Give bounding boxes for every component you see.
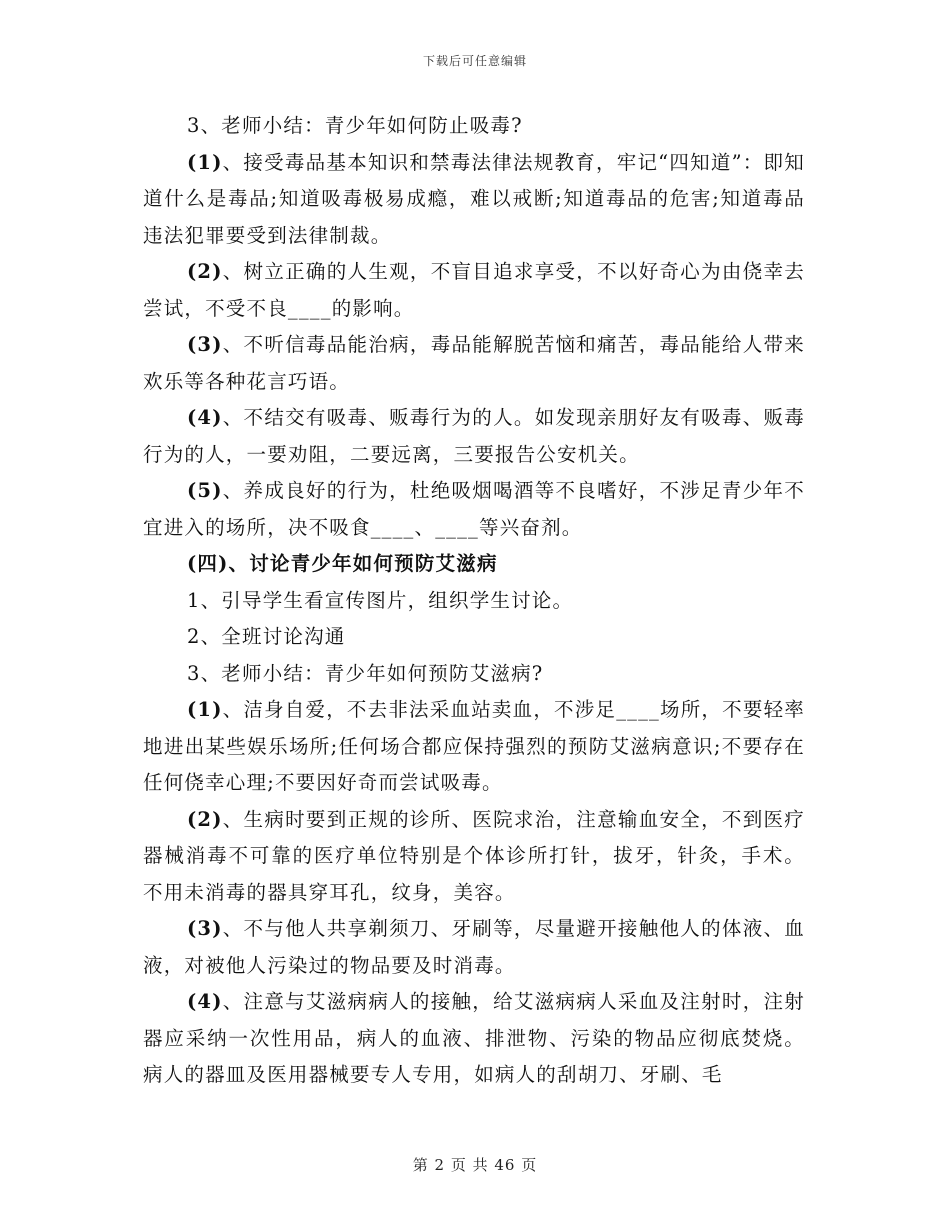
page-header: 下载后可任意编辑 [422,54,527,68]
item-number: (2) [187,260,223,283]
item-number: (5) [187,479,223,502]
item-number: (2) [187,807,223,831]
item-number: (3) [187,917,223,940]
paragraph-text: 、不结交有吸毒、贩毒行为的人。如发现亲朋好友有吸毒、贩毒行为的人，一要劝阻，二要远离，三要报告公安机关。 [143,406,805,466]
paragraph-step-1 [143,583,805,620]
paragraph-text: 、生病时要到正规的诊所、医院求治，注意输血安全，不到医疗器械消毒不可靠的医疗单位特别是个体诊所打针，拔牙，针灸，手术。不用未消毒的器具穿耳孔，纹身，美容。 [143,807,805,904]
paragraph-text: 、注意与艾滋病病人的接触，给艾滋病病人采血及注射时，注射器应采纳一次性用品，病人的血液、排泄物、污染的物品应彻底焚烧。病人的器皿及医用器械要专人专用，如病人的刮胡刀、牙刷、毛 [143,990,805,1086]
paragraph-text: 、接受毒品基本知识和禁毒法律法规教育，牢记“四知道”：即知道什么是毒品;知道吸毒极易成瘾，难以戒断;知道毒品的危害;知道毒品违法犯罪要受到法律制裁。 [143,150,805,247]
paragraph-aids-item-2 [143,802,805,912]
paragraph-text: 、树立正确的人生观，不盲目追求享受，不以好奇心为由侥幸去尝试，不受不良____的影响。 [143,260,805,320]
paragraph-drugs-item-2 [143,254,805,327]
paragraph-text: 1、引导学生看宣传图片，组织学生讨论。 [187,588,574,612]
paragraph-step-2 [143,619,805,656]
paragraph-text: 、不与他人共享剃须刀、牙刷等，尽量避开接触他人的体液、血液，对被他人污染过的物品要及时消毒。 [143,917,805,977]
item-number: (3) [187,333,223,356]
paragraph-text: 3、老师小结：青少年如何防止吸毒? [187,114,523,137]
section-heading-aids [143,546,805,583]
paragraph-aids-item-3 [143,911,805,984]
paragraph-text: 2、全班讨论沟通 [187,625,346,648]
item-number: (1) [187,150,223,174]
paragraph-text: 3、老师小结：青少年如何预防艾滋病? [187,661,544,685]
page-footer: 第 2 页 共 46 页 [412,1156,538,1174]
item-number: (1) [187,698,223,721]
paragraph-drugs-item-1 [143,145,805,255]
item-number: (4) [187,990,223,1013]
item-number: (4) [187,406,223,429]
document-body [143,108,805,1094]
paragraph-text: 、不听信毒品能治病，毒品能解脱苦恼和痛苦，毒品能给人带来欢乐等各种花言巧语。 [143,333,805,393]
paragraph-summary-drugs-title [143,108,805,145]
paragraph-aids-item-1 [143,692,805,802]
paragraph-text: 、养成良好的行为，杜绝吸烟喝酒等不良嗜好，不涉足青少年不宜进入的场所，决不吸食____、____等兴奋剂。 [143,479,805,539]
paragraph-drugs-item-4 [143,400,805,473]
paragraph-drugs-item-5 [143,473,805,546]
paragraph-text: 、洁身自爱，不去非法采血站卖血，不涉足____场所，不要轻率地进出某些娱乐场所;任何场合都应保持强烈的预防艾滋病意识;不要存在任何侥幸心理;不要因好奇而尝试吸毒。 [143,698,805,794]
paragraph-summary-aids-title [143,656,805,693]
paragraph-drugs-item-3 [143,327,805,400]
paragraph-aids-item-4 [143,984,805,1094]
heading-text: (四)、讨论青少年如何预防艾滋病 [187,552,498,575]
